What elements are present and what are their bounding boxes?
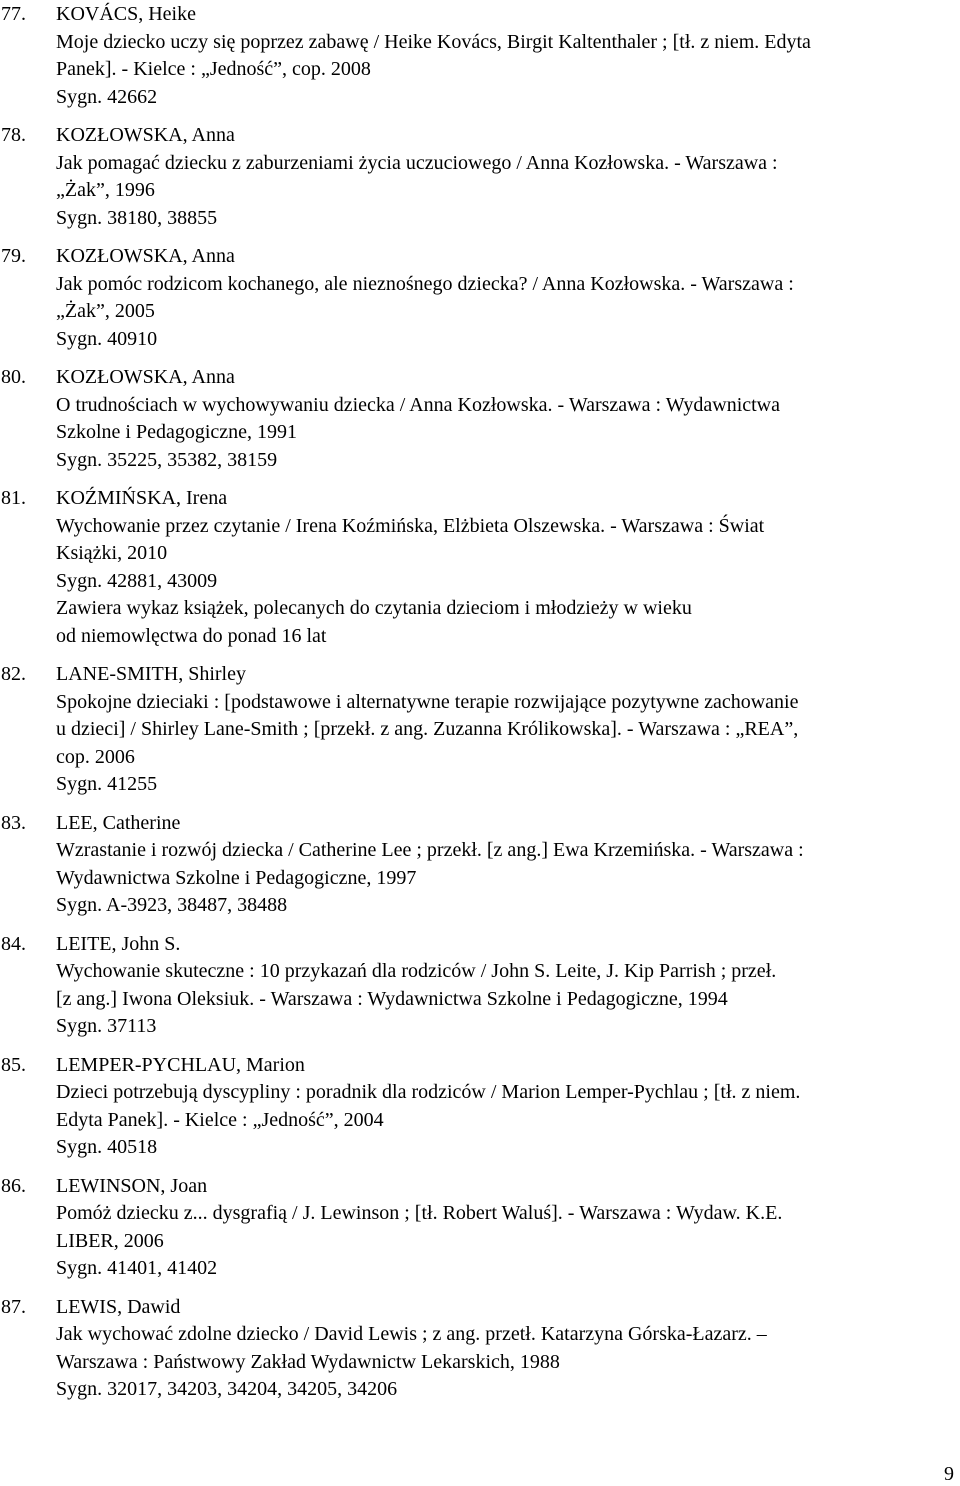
entry-body (56, 1173, 956, 1283)
entry-number: 83. (1, 811, 26, 834)
entry-line: Jak pomóc rodzicom kochanego, ale nieznośnego dziecka? / Anna Kozłowska. - Warszawa : (56, 272, 794, 295)
entry-body (56, 1, 956, 111)
entry-number: 80. (1, 366, 26, 388)
entry-line: Sygn. 40910 (56, 327, 158, 350)
entry-number: 81. (1, 487, 26, 509)
bibliography-entry (0, 364, 960, 474)
entry-number: 84. (1, 932, 26, 955)
entry-author: LEITE, John S. (56, 932, 181, 955)
entry-line: Sygn. 32017, 34203, 34204, 34205, 34206 (56, 1378, 398, 1400)
entry-line: Panek]. - Kielce : „Jedność”, cop. 2008 (56, 58, 371, 80)
entry-author: LEWINSON, Joan (56, 1174, 208, 1197)
entry-number: 86. (1, 1174, 26, 1197)
bibliography-entry (0, 1294, 960, 1404)
entry-line: Sygn. 42881, 43009 (56, 569, 218, 592)
entry-number: 85. (1, 1053, 26, 1076)
entry-line: Wychowanie przez czytanie / Irena Koźmińska, Elżbieta Olszewska. - Warszawa : Świat (56, 514, 765, 537)
entry-line: LIBER, 2006 (56, 1229, 164, 1252)
entry-author: LEWIS, Dawid (56, 1295, 181, 1318)
bibliography-entry (0, 931, 960, 1041)
entry-line: cop. 2006 (56, 745, 135, 768)
entry-line: Warszawa : Państwowy Zakład Wydawnictw Lekarskich, 1988 (56, 1350, 560, 1373)
entry-line: Edyta Panek]. - Kielce : „Jedność”, 2004 (56, 1108, 384, 1131)
entry-line: Wychowanie skuteczne : 10 przykazań dla rodziców / John S. Leite, J. Kip Parrish ; przeł. (56, 960, 777, 982)
bibliography-entry (0, 122, 960, 232)
entry-line: od niemowlęctwa do ponad 16 lat (56, 624, 327, 647)
entry-line: Książki, 2010 (56, 542, 168, 564)
entry-author: LEMPER-PYCHLAU, Marion (56, 1053, 305, 1076)
entry-number: 87. (1, 1295, 26, 1318)
entry-body (56, 485, 956, 650)
entry-line: Wydawnictwa Szkolne i Pedagogiczne, 1997 (56, 866, 417, 889)
entry-line: Sygn. 42662 (56, 85, 158, 108)
entry-line: Zawiera wykaz książek, polecanych do czytania dzieciom i młodzieży w wieku (56, 597, 692, 619)
bibliography-entry (0, 1173, 960, 1283)
entry-body (56, 243, 956, 353)
entry-body (56, 122, 956, 232)
entry-number: 78. (1, 124, 26, 146)
entry-body (56, 1052, 956, 1162)
entry-line: [z ang.] Iwona Oleksiuk. - Warszawa : Wydawnictwa Szkolne i Pedagogiczne, 1994 (56, 987, 728, 1010)
bibliography-list (0, 1, 960, 1415)
entry-line: Jak wychować zdolne dziecko / David Lewis ; z ang. przetł. Katarzyna Górska-Łazarz. – (56, 1323, 767, 1345)
entry-line: Sygn. A-3923, 38487, 38488 (56, 894, 288, 916)
entry-line: Wzrastanie i rozwój dziecka / Catherine Lee ; przekł. [z ang.] Ewa Krzemińska. - Warszawa : (56, 839, 804, 861)
entry-body (56, 810, 956, 920)
entry-line: „Żak”, 1996 (56, 179, 155, 201)
entry-number: 79. (1, 245, 26, 267)
page-number: 9 (944, 1463, 954, 1485)
entry-author: LEE, Catherine (56, 811, 181, 834)
entry-line: Sygn. 41255 (56, 773, 158, 795)
entry-line: O trudnościach w wychowywaniu dziecka / Anna Kozłowska. - Warszawa : Wydawnictwa (56, 393, 781, 416)
bibliography-entry (0, 661, 960, 799)
entry-line: Dzieci potrzebują dyscypliny : poradnik dla rodziców / Marion Lemper-Pychlau ; [tł. z niem. (56, 1081, 801, 1103)
entry-author: KOŹMIŃSKA, Irena (56, 487, 228, 509)
entry-line: Sygn. 40518 (56, 1136, 158, 1158)
entry-number: 82. (1, 663, 26, 685)
entry-line: „Żak”, 2005 (56, 300, 155, 322)
entry-line: Sygn. 37113 (56, 1015, 157, 1037)
entry-line: Jak pomagać dziecku z zaburzeniami życia uczuciowego / Anna Kozłowska. - Warszawa : (56, 151, 778, 174)
entry-author: KOZŁOWSKA, Anna (56, 366, 235, 388)
entry-body (56, 931, 956, 1041)
entry-body (56, 661, 956, 799)
entry-line: Sygn. 41401, 41402 (56, 1257, 218, 1279)
entry-author: LANE-SMITH, Shirley (56, 663, 246, 685)
entry-line: Sygn. 38180, 38855 (56, 206, 218, 229)
bibliography-entry (0, 1052, 960, 1162)
bibliography-entry (0, 485, 960, 650)
entry-author: KOZŁOWSKA, Anna (56, 124, 235, 146)
entry-author: KOZŁOWSKA, Anna (56, 245, 235, 267)
bibliography-entry (0, 1, 960, 111)
bibliography-entry (0, 810, 960, 920)
entry-number: 77. (1, 3, 26, 25)
entry-line: u dzieci] / Shirley Lane-Smith ; [przekł. z ang. Zuzanna Królikowska]. - Warszawa : „REA”, (56, 718, 799, 740)
entry-line: Pomóż dziecku z... dysgrafią / J. Lewinson ; [tł. Robert Waluś]. - Warszawa : Wydaw. K.E. (56, 1202, 783, 1224)
entry-line: Sygn. 35225, 35382, 38159 (56, 448, 278, 471)
bibliography-entry (0, 243, 960, 353)
entry-line: Szkolne i Pedagogiczne, 1991 (56, 421, 298, 443)
entry-body (56, 364, 956, 474)
entry-body (56, 1294, 956, 1404)
entry-author: KOVÁCS, Heike (56, 3, 196, 25)
entry-line: Moje dziecko uczy się poprzez zabawę / Heike Kovács, Birgit Kaltenthaler ; [tł. z niem. Edyta (56, 30, 811, 53)
entry-line: Spokojne dzieciaki : [podstawowe i alternatywne terapie rozwijające pozytywne zachowanie (56, 690, 799, 713)
